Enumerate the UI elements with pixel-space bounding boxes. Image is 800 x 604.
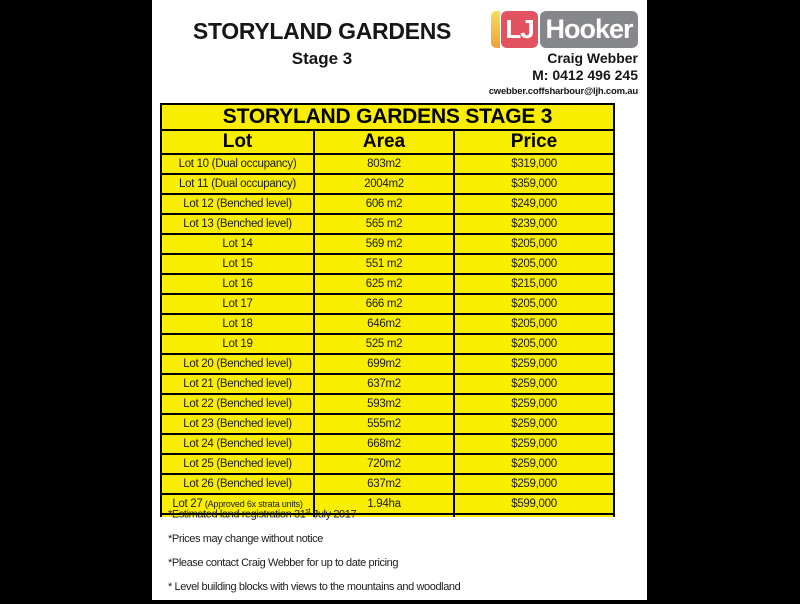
area-cell: 606 m2 xyxy=(314,194,454,214)
table-row xyxy=(161,314,614,334)
price-cell: $259,000 xyxy=(454,414,614,434)
table-row xyxy=(161,214,614,234)
ljhooker-logo xyxy=(491,11,638,48)
table-row xyxy=(161,334,614,354)
table-row xyxy=(161,294,614,314)
agent-email: cwebber.coffsharbour@ljh.com.au xyxy=(488,86,638,97)
area-cell: 699m2 xyxy=(314,354,454,374)
price-cell: $215,000 xyxy=(454,274,614,294)
agent-contact-block xyxy=(489,50,638,97)
lot-cell: Lot 16 xyxy=(161,274,314,294)
table-row xyxy=(161,234,614,254)
price-cell: $599,000 xyxy=(454,494,614,514)
area-cell: 646m2 xyxy=(314,314,454,334)
page-subtitle: Stage 3 xyxy=(291,49,353,68)
lot-cell: Lot 22 (Benched level) xyxy=(161,394,314,414)
area-cell: 637m2 xyxy=(314,374,454,394)
table-row xyxy=(161,154,614,174)
area-cell: 1.94ha xyxy=(314,494,454,514)
area-cell: 666 m2 xyxy=(314,294,454,314)
lot-cell: Lot 13 (Benched level) xyxy=(161,214,314,234)
price-cell: $259,000 xyxy=(454,394,614,414)
logo-gradient-stripe xyxy=(491,11,500,48)
lot-cell: Lot 12 (Benched level) xyxy=(161,194,314,214)
table-row xyxy=(161,174,614,194)
lot-cell: Lot 17 xyxy=(161,294,314,314)
price-cell: $259,000 xyxy=(454,434,614,454)
table-row xyxy=(161,394,614,414)
footer-notes xyxy=(168,505,460,604)
lot-sub-label: (Approved 6x strata units) xyxy=(202,499,303,509)
table-row xyxy=(161,474,614,494)
agent-mobile: M: 0412 496 245 xyxy=(532,67,638,83)
lot-cell: Lot 26 (Benched level) xyxy=(161,474,314,494)
area-cell: 555m2 xyxy=(314,414,454,434)
lot-cell: Lot 14 xyxy=(161,234,314,254)
logo-hooker-badge: Hooker xyxy=(540,11,638,48)
title-block xyxy=(152,18,492,68)
price-cell: $359,000 xyxy=(454,174,614,194)
lot-cell: Lot 25 (Benched level) xyxy=(161,454,314,474)
page-title: STORYLAND GARDENS xyxy=(192,18,452,44)
price-cell: $249,000 xyxy=(454,194,614,214)
area-cell: 668m2 xyxy=(314,434,454,454)
note-registration-text: *Estimated land registration 31 xyxy=(168,508,306,521)
lot-cell: Lot 27 (Approved 6x strata units) xyxy=(161,494,314,514)
note-contact: *Please contact Craig Webber for up to date pricing xyxy=(168,556,399,569)
area-cell: 551 m2 xyxy=(314,254,454,274)
table-row xyxy=(161,354,614,374)
area-cell: 637m2 xyxy=(314,474,454,494)
price-cell: $259,000 xyxy=(454,354,614,374)
lot-cell: Lot 24 (Benched level) xyxy=(161,434,314,454)
price-cell: $205,000 xyxy=(454,314,614,334)
lot-cell: Lot 18 xyxy=(161,314,314,334)
price-cell: $239,000 xyxy=(454,214,614,234)
agent-name: Craig Webber xyxy=(547,50,638,66)
table-row xyxy=(161,194,614,214)
lot-cell: Lot 23 (Benched level) xyxy=(161,414,314,434)
note-registration-tail: July 2017 xyxy=(310,508,357,521)
lot-cell: Lot 15 xyxy=(161,254,314,274)
area-cell: 593m2 xyxy=(314,394,454,414)
table-row xyxy=(161,414,614,434)
logo-lj-badge: LJ xyxy=(501,11,538,48)
price-cell: $205,000 xyxy=(454,334,614,354)
price-cell: $259,000 xyxy=(454,454,614,474)
note-blocks: * Level building blocks with views to the mountains and woodland xyxy=(168,580,461,593)
flyer-page xyxy=(152,0,647,600)
price-cell: $259,000 xyxy=(454,474,614,494)
area-cell: 625 m2 xyxy=(314,274,454,294)
table-row xyxy=(161,434,614,454)
note-registration xyxy=(168,505,460,522)
note-registration-sup: st xyxy=(305,508,311,515)
area-cell: 720m2 xyxy=(314,454,454,474)
col-header-area: Area xyxy=(314,130,454,154)
area-cell: 803m2 xyxy=(314,154,454,174)
lot-cell: Lot 19 xyxy=(161,334,314,354)
price-cell: $205,000 xyxy=(454,294,614,314)
area-cell: 2004m2 xyxy=(314,174,454,194)
table-row xyxy=(161,454,614,474)
area-cell: 565 m2 xyxy=(314,214,454,234)
price-cell: $319,000 xyxy=(454,154,614,174)
col-header-lot: Lot xyxy=(161,130,314,154)
table-title-row xyxy=(161,104,614,130)
note-prices: *Prices may change without notice xyxy=(168,532,323,545)
table-title: STORYLAND GARDENS STAGE 3 xyxy=(161,104,614,130)
area-cell: 569 m2 xyxy=(314,234,454,254)
lot-cell: Lot 21 (Benched level) xyxy=(161,374,314,394)
table-row xyxy=(161,274,614,294)
price-cell: $259,000 xyxy=(454,374,614,394)
cutoff-cell xyxy=(454,514,614,517)
price-cell: $205,000 xyxy=(454,234,614,254)
price-cell: $205,000 xyxy=(454,254,614,274)
lot-cell: Lot 11 (Dual occupancy) xyxy=(161,174,314,194)
price-table xyxy=(160,103,615,517)
lot-cell: Lot 10 (Dual occupancy) xyxy=(161,154,314,174)
lot-cell: Lot 20 (Benched level) xyxy=(161,354,314,374)
area-cell: 525 m2 xyxy=(314,334,454,354)
col-header-price: Price xyxy=(454,130,614,154)
table-header-row xyxy=(161,130,614,154)
table-row xyxy=(161,374,614,394)
table-row xyxy=(161,254,614,274)
